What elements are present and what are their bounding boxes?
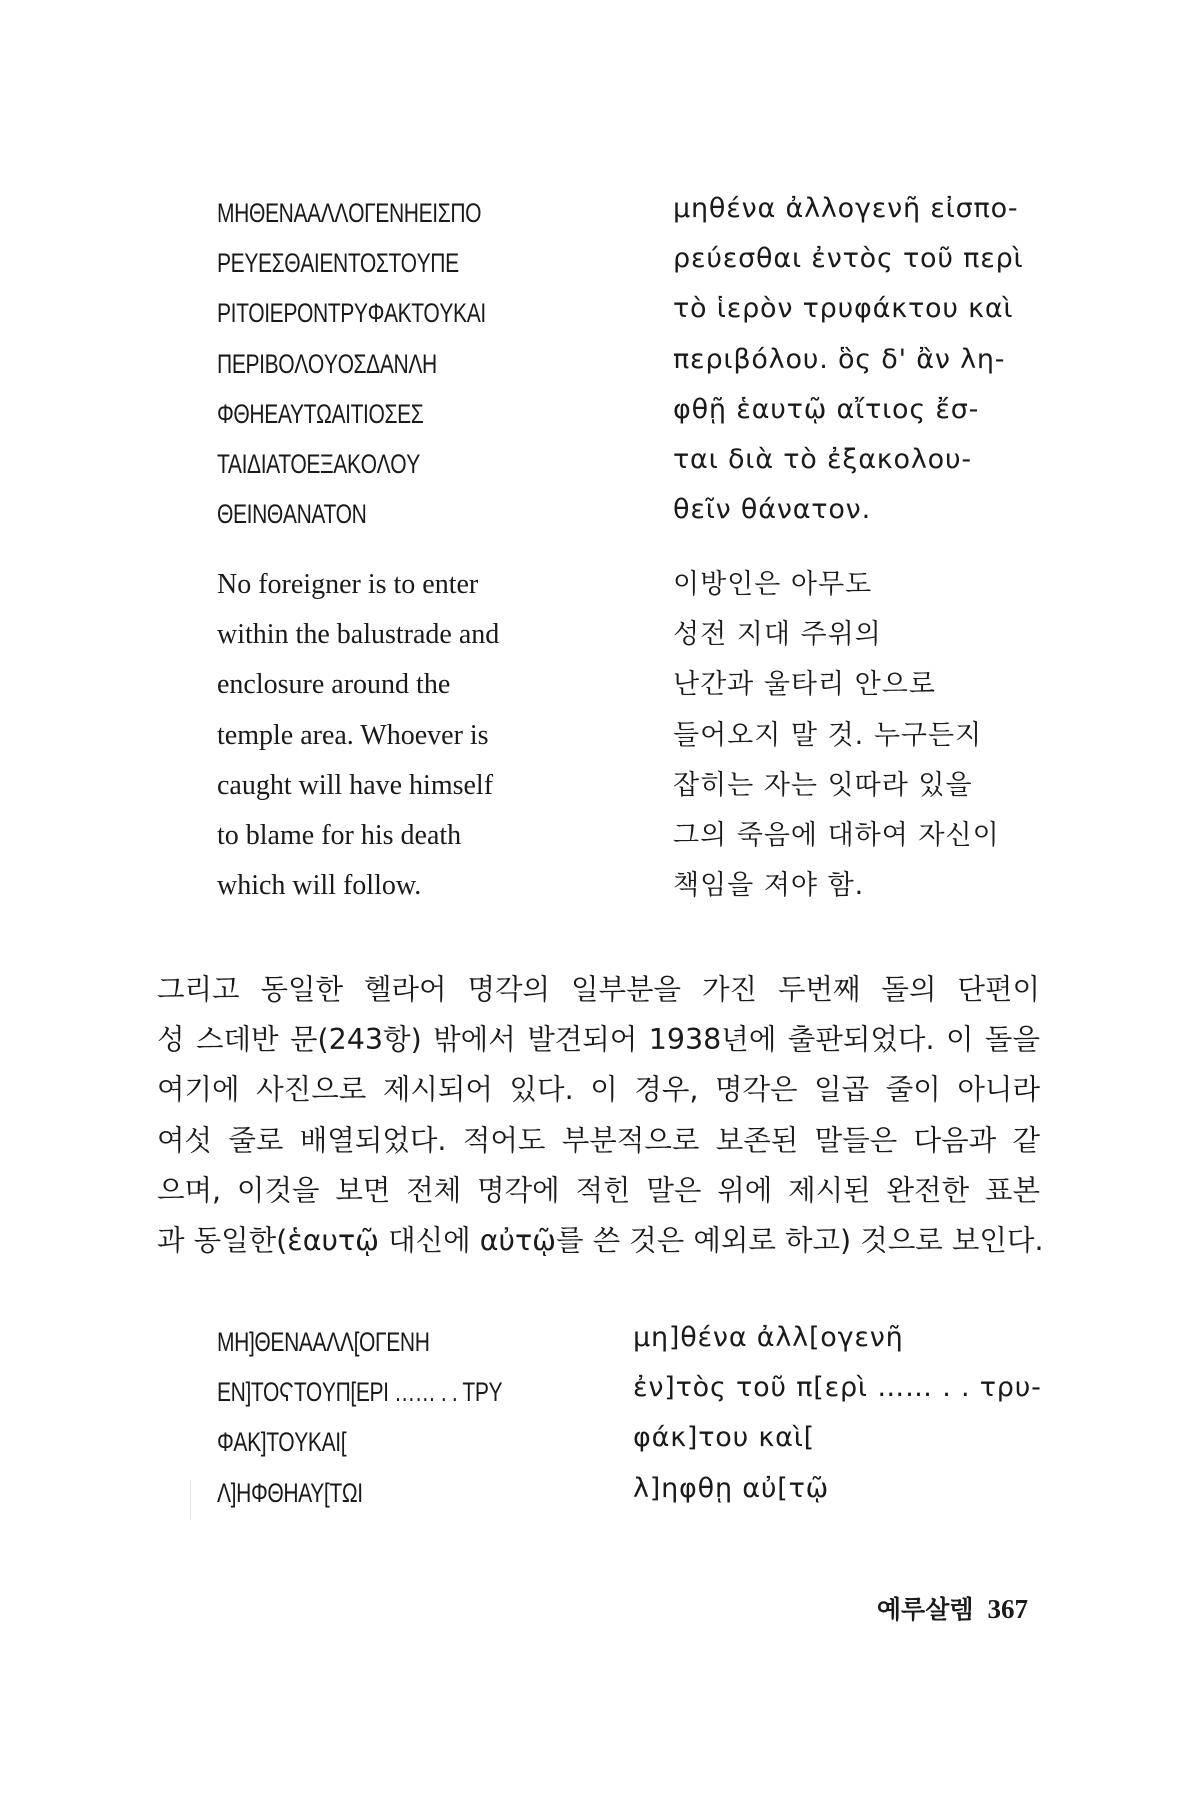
inscription-uncial-line: TAIΔIATOEΞAKOΛOY bbox=[217, 449, 420, 480]
inscription-greek-line: περιβόλου. ὃς δ' ἂν λη- bbox=[673, 343, 1006, 375]
paragraph-line: 그리고 동일한 헬라어 명각의 일부분을 가진 두번째 돌의 단편이 bbox=[157, 973, 1040, 1006]
running-footer bbox=[877, 1590, 1028, 1626]
inscription-greek-line: ται διὰ τὸ ἐξακολου- bbox=[673, 444, 972, 476]
paragraph-line: 성 스데반 문(243항) 밖에서 발견되어 1938년에 출판되었다. 이 돌을 bbox=[157, 1023, 1040, 1057]
inscription-greek-line: φθῇ ἑαυτῷ αἴτιος ἔσ- bbox=[673, 393, 980, 425]
english-translation bbox=[217, 560, 499, 911]
english-translation-line: enclosure around the bbox=[217, 669, 451, 701]
paragraph-line: 으며, 이것을 보면 전체 명각에 적힌 말은 위에 제시된 완전한 표본 bbox=[157, 1173, 1040, 1207]
fragment-greek-line: ἐν]τὸς τοῦ π[ερὶ …… . . τρυ- bbox=[633, 1372, 1042, 1404]
inscription-uncial-line: MHΘENAAΛΛOΓENHEIΣΠO bbox=[217, 198, 482, 228]
english-translation-line: caught will have himself bbox=[217, 769, 494, 801]
korean-translation-line: 난간과 울타리 안으로 bbox=[673, 669, 936, 701]
english-translation-line: temple area. Whoever is bbox=[217, 719, 489, 751]
korean-translation-line: 이방인은 아무도 bbox=[673, 569, 873, 600]
korean-translation-line: 그의 죽음에 대하여 자신이 bbox=[673, 820, 1000, 852]
korean-translation-line: 잡히는 자는 잇따라 있을 bbox=[673, 769, 973, 801]
english-translation-line: which will follow. bbox=[217, 870, 422, 902]
paragraph-line: 여기에 사진으로 제시되어 있다. 이 경우, 명각은 일곱 줄이 아니라 bbox=[157, 1073, 1040, 1107]
fragment-uncial-line: Λ]HΦΘHAY[TΩI bbox=[217, 1477, 363, 1508]
fragment-uncial-line: ΦAK]TOYKAI[ bbox=[217, 1427, 347, 1458]
paragraph-line: 과 동일한(ἑαυτῷ 대신에 αὐτῷ를 쓴 것은 예외로 하고) 것으로 보인다. bbox=[157, 1224, 1044, 1258]
inscription-uncial-line: ΠEPIBOΛOYOΣΔANΛH bbox=[217, 348, 437, 379]
english-translation-line: No foreigner is to enter bbox=[217, 569, 479, 600]
inscription-uncial-column bbox=[217, 188, 486, 539]
english-translation-line: to blame for his death bbox=[217, 820, 462, 852]
fragment-uncial-line: EN]TOϚTOYΠ[EPI …… . . TPY bbox=[217, 1377, 503, 1408]
korean-translation bbox=[673, 560, 1000, 911]
inscription-uncial-line: PEYEΣΘAIENTOΣTOYΠE bbox=[217, 248, 459, 279]
inscription-greek-line: τὸ ἱερὸν τρυφάκτου καὶ bbox=[673, 293, 1014, 325]
fragment-greek-column bbox=[633, 1313, 1042, 1514]
inscription-greek-column bbox=[673, 184, 1023, 535]
inscription-uncial-line: ΘEINΘANATON bbox=[217, 499, 367, 530]
inscription-uncial-line: ΦΘHEAYTΩAITIOΣEΣ bbox=[217, 398, 424, 429]
body-paragraph bbox=[157, 965, 1044, 1266]
inscription-greek-line: θεῖν θάνατον. bbox=[673, 494, 871, 526]
english-translation-line: within the balustrade and bbox=[217, 619, 500, 651]
running-title: 예루살렘 bbox=[876, 1595, 974, 1624]
inscription-uncial-line: PITOIEPONTPYΦAKTOYKAI bbox=[217, 298, 486, 329]
inscription-greek-line: ρεύεσθαι ἐντὸς τοῦ περὶ bbox=[673, 243, 1024, 275]
paragraph-line: 여섯 줄로 배열되었다. 적어도 부분적으로 보존된 말들은 다음과 같 bbox=[157, 1123, 1040, 1157]
inscription-greek-line: μηθένα ἀλλογενῆ εἰσπο- bbox=[673, 193, 1019, 224]
fragment-greek-line: μη]θένα ἀλλ[ογενῆ bbox=[633, 1322, 904, 1353]
fragment-greek-line: λ]ηφθῃ αὐ[τῷ bbox=[633, 1472, 830, 1504]
korean-translation-line: 들어오지 말 것. 누구든지 bbox=[673, 719, 983, 751]
fragment-uncial-column bbox=[217, 1317, 502, 1518]
margin-mark bbox=[190, 1480, 191, 1520]
page-number: 367 bbox=[987, 1594, 1028, 1624]
fragment-greek-line: φάκ]του καὶ[ bbox=[633, 1422, 816, 1454]
korean-translation-line: 성전 지대 주위의 bbox=[673, 619, 882, 651]
fragment-uncial-line: MH]ΘENAAΛΛ[OΓENH bbox=[217, 1327, 430, 1357]
korean-translation-line: 책임을 져야 함. bbox=[673, 870, 865, 902]
